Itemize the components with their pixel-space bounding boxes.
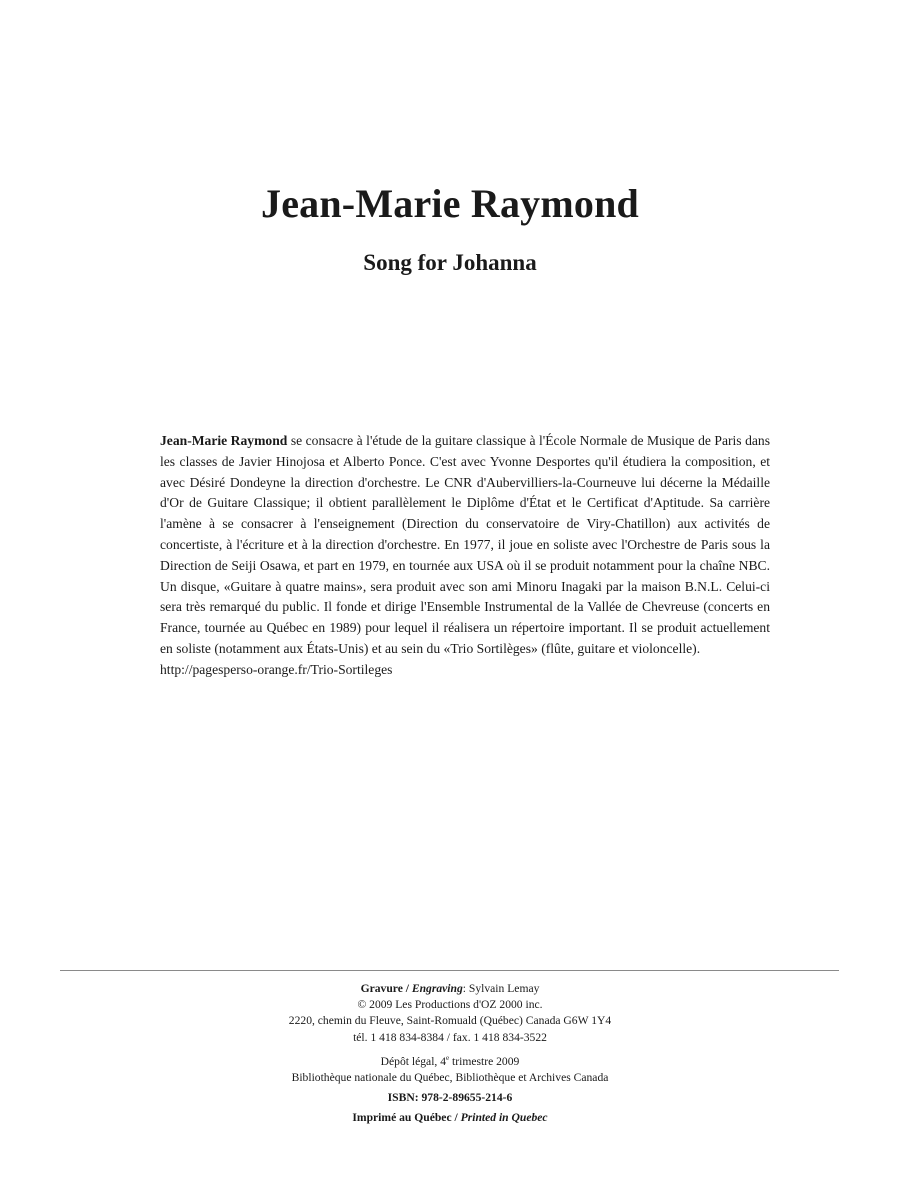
bio-text: se consacre à l'étude de la guitare classique à l'École Normale de Musique de Paris dans les classes de Javier Hinojosa et Alberto Ponce. C'est avec Yvonne Desportes qu'il étudiera la composition, et avec Désiré Dondeyne la direction d'orchestre. Le CNR d'Aubervilliers-la-Courneuve lui décerne la Médaille d'Or de Guitare Classique; il obtient parallèlement le Diplôme d'État et le Certificat d'Aptitude. Sa carrière l'amène à se consacrer à l'enseignement (Direction du conservatoire de Viry-Chatillon) aux activités de concertiste, à l'écriture et à la direction d'orchestre. En 1977, il joue en soliste avec l'Orchestre de Paris sous la Direction de Seiji Osawa, et part en 1979, en tournée aux USA où il se produit notamment pour la chaîne NBC. Un disque, «Guitare à quatre mains», sera produit avec son ami Minoru Inagaki par la maison B.N.L. Celui-ci sera très remarqué du public. Il fonde et dirige l'Ensemble Instrumental de la Vallée de Chevreuse (concerts en France, tournée au Québec en 1989) pour lequel il réalisera un répertoire important. Il se produit actuellement en soliste (notamment aux États-Unis) et au sein du «Trio Sortilèges» (flûte, guitare et violoncelle). — [160, 433, 770, 656]
composer-biography — [160, 431, 770, 681]
engraving-label: Engraving — [411, 982, 463, 995]
divider — [60, 970, 839, 971]
publisher-phone: tél. 1 418 834-8384 / fax. 1 418 834-3522 — [353, 1030, 547, 1044]
piece-title: Song for Johanna — [363, 250, 537, 275]
legal-deposit-suffix: trimestre 2009 — [449, 1054, 520, 1068]
printed-in — [0, 1110, 900, 1126]
legal-deposit-sup: e — [446, 1053, 450, 1062]
copyright-line: © 2009 Les Productions d'OZ 2000 inc. — [357, 998, 543, 1012]
printed-fr: Imprimé au Québec / — [352, 1111, 461, 1125]
legal-deposit — [0, 1050, 900, 1070]
engraver-name: : Sylvain Lemay — [462, 982, 540, 995]
isbn: ISBN: 978-2-89655-214-6 — [387, 1091, 513, 1105]
bio-composer-name: Jean-Marie Raymond — [160, 433, 288, 448]
publisher-address: 2220, chemin du Fleuve, Saint-Romuald (Québec) Canada G6W 1Y4 — [288, 1014, 612, 1028]
gravure-label: Gravure / — [360, 982, 412, 995]
colophon — [0, 981, 900, 1126]
composer-title: Jean-Marie Raymond — [261, 181, 639, 226]
engraving-credit — [0, 981, 900, 997]
legal-deposit-prefix: Dépôt légal, 4 — [380, 1054, 447, 1068]
website-url: http://pagesperso-orange.fr/Trio-Sortileges — [160, 661, 393, 677]
printed-en: Printed in Quebec — [460, 1111, 548, 1125]
libraries-line: Bibliothèque nationale du Québec, Bibliothèque et Archives Canada — [291, 1070, 609, 1084]
